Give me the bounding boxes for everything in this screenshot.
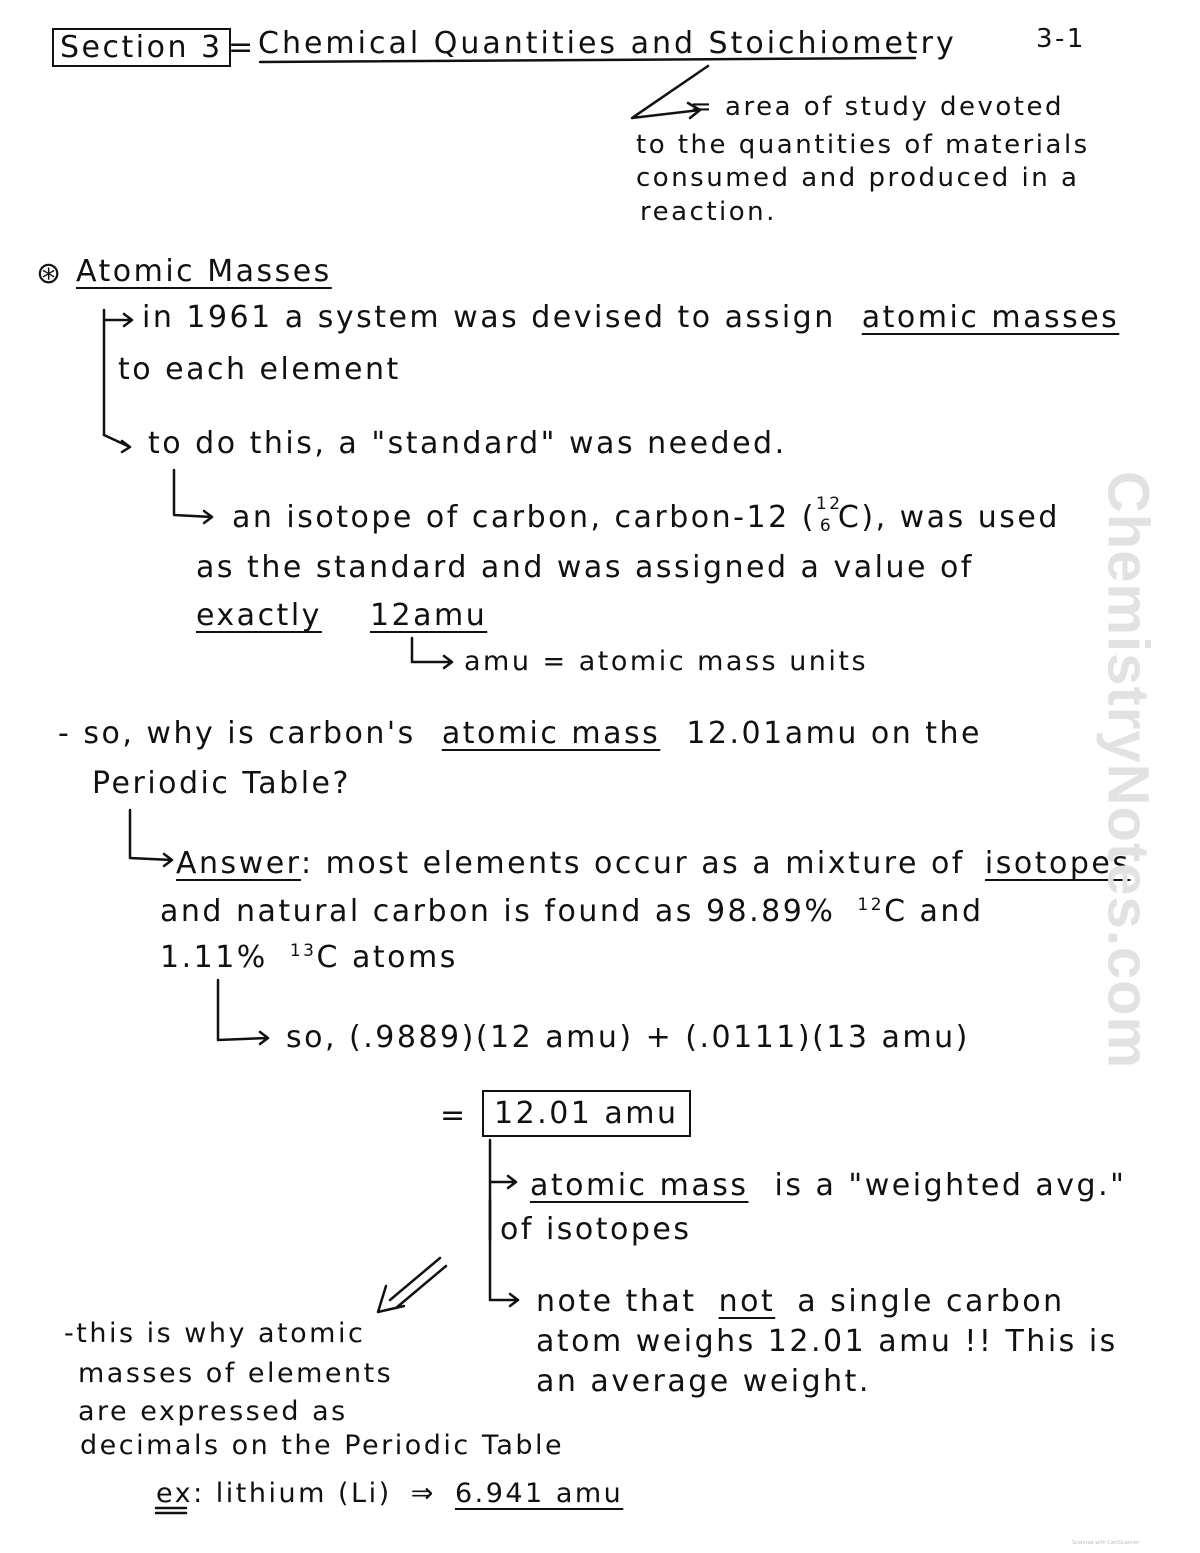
- decimals-line-3: are expressed as: [78, 1396, 348, 1427]
- decimals-line-2: masses of elements: [78, 1358, 394, 1389]
- example-label: ex: [156, 1478, 194, 1509]
- weighted-line-1: [530, 1168, 1126, 1203]
- answer-line3-end: C atoms: [316, 940, 458, 975]
- carbon-12-notation: [815, 494, 843, 536]
- amu-arrow: [412, 638, 452, 668]
- p3-exact: exactly: [196, 598, 322, 633]
- result-equals: =: [440, 1098, 468, 1133]
- watermark: ChemistryNotes.com: [1095, 470, 1161, 1070]
- p3-num: 6: [819, 516, 834, 536]
- answer-arrow: [130, 810, 172, 866]
- calculation: so, (.9889)(12 amu) + (.0111)(13 amu): [286, 1020, 970, 1055]
- note-post: a single carbon: [797, 1284, 1065, 1319]
- answer-line1-mid: : most elements occur as a mixture of: [300, 846, 965, 881]
- definition-line-4: reaction.: [640, 197, 777, 227]
- decimals-line-4: decimals on the Periodic Table: [80, 1430, 565, 1461]
- question-line-1: [58, 716, 982, 751]
- standard-arrow: [174, 470, 212, 523]
- result-box: 12.01 amu: [482, 1090, 691, 1137]
- p1-pre: in 1961 a system was devised to assign: [142, 300, 836, 335]
- p3-line2: as the standard and was assigned a value of: [196, 550, 974, 585]
- note-line-1: [536, 1284, 1065, 1319]
- p2-text: to do this, a "standard" was needed.: [148, 426, 787, 461]
- answer-line-2: [160, 894, 984, 929]
- p3-value: 12amu: [369, 598, 488, 633]
- question-term: atomic mass: [441, 716, 661, 751]
- p3-mass: 12: [815, 494, 843, 514]
- p3-sym: C), was used: [837, 500, 1060, 535]
- calc-arrow: [218, 980, 268, 1044]
- definition-line-1: = area of study devoted: [690, 92, 1064, 122]
- section-label: Section 3: [52, 28, 231, 67]
- decimals-double-arrow: [378, 1258, 446, 1312]
- p1-term: atomic masses: [861, 300, 1120, 335]
- answer-line2-mass: 12: [857, 895, 885, 915]
- page-title: Chemical Quantities and Stoichiometry: [258, 26, 957, 61]
- answer-line3-pct: 1.11%: [160, 940, 268, 975]
- p1-text: [142, 300, 1119, 335]
- definition-line-3: consumed and produced in a: [636, 163, 1080, 193]
- section-heading: Atomic Masses: [76, 254, 332, 289]
- amu-definition: amu = atomic mass units: [464, 646, 869, 677]
- p1-line2: to each element: [118, 352, 401, 387]
- weighted-line-2: of isotopes: [500, 1212, 692, 1247]
- answer-line3-mass: 13: [289, 941, 317, 961]
- bracket-arrow-2: [104, 435, 130, 452]
- weighted-term: atomic mass: [530, 1168, 749, 1203]
- note-line-2: atom weighs 12.01 amu !! This is: [536, 1324, 1118, 1359]
- scanner-note: Scanned with CamScanner: [1072, 1540, 1140, 1546]
- answer-line2-end: C and: [884, 894, 984, 929]
- example-value: 6.941 amu: [454, 1478, 624, 1509]
- note-not: not: [718, 1284, 776, 1319]
- question-post: 12.01amu on the: [686, 716, 983, 751]
- p3-line3: [196, 598, 487, 633]
- answer-label: Answer: [176, 846, 301, 881]
- question-line-2: Periodic Table?: [92, 766, 351, 801]
- page-number: 3-1: [1036, 24, 1086, 54]
- decimals-line-1: -this is why atomic: [64, 1318, 366, 1349]
- answer-line1-term: isotopes: [984, 846, 1131, 881]
- example-text: : lithium (Li): [193, 1478, 392, 1509]
- note-pre: note that: [536, 1284, 697, 1319]
- note-line-3: an average weight.: [536, 1364, 871, 1399]
- star-bullet-icon: ⊛: [36, 256, 64, 291]
- example-line: [156, 1478, 623, 1509]
- weighted-rest: is a "weighted avg.": [774, 1168, 1127, 1203]
- answer-line-3: [160, 940, 458, 975]
- question-pre: - so, why is carbon's: [58, 716, 416, 751]
- header-equals: =: [228, 30, 256, 65]
- answer-line2-text: and natural carbon is found as 98.89%: [160, 894, 836, 929]
- answer-line-1: [176, 846, 1131, 881]
- p3-pre: an isotope of carbon, carbon-12 (: [232, 500, 816, 535]
- definition-line-2: to the quantities of materials: [636, 130, 1090, 160]
- p3-text: [232, 494, 1060, 536]
- double-arrow-icon: ⇒: [410, 1478, 436, 1509]
